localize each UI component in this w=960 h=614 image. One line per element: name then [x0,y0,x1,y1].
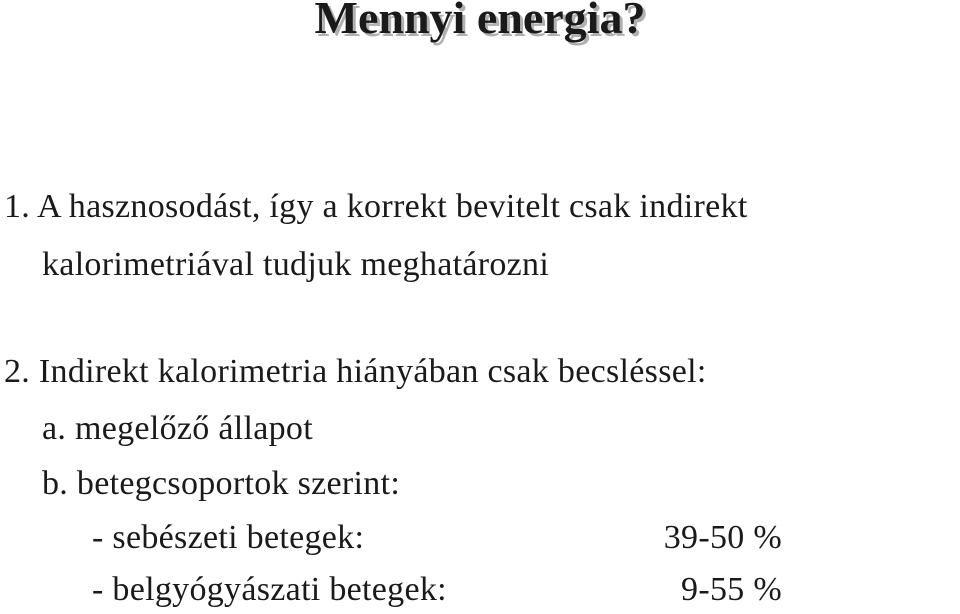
patient-group-label: - belgyógyászati betegek: [92,571,447,608]
point-1-line-1: 1. A hasznosodást, így a korrekt bevitelt csak indirekt [4,188,748,225]
point-2-line-1: 2. Indirekt kalorimetria hiányában csak becsléssel: [4,353,707,390]
patient-group-row [92,570,782,610]
patient-group-label: - sebészeti betegek: [92,519,365,556]
slide-title: Mennyi energia? [314,0,646,43]
patient-group-value: 9-55 % [681,571,782,608]
point-2-sub-a: a. megelőző állapot [42,410,313,447]
patient-group-value: 39-50 % [663,519,782,556]
point-1-line-2: kalorimetriával tudjuk meghatározni [42,246,550,283]
point-2-sub-b: b. betegcsoportok szerint: [42,465,401,502]
patient-group-row [92,518,782,558]
